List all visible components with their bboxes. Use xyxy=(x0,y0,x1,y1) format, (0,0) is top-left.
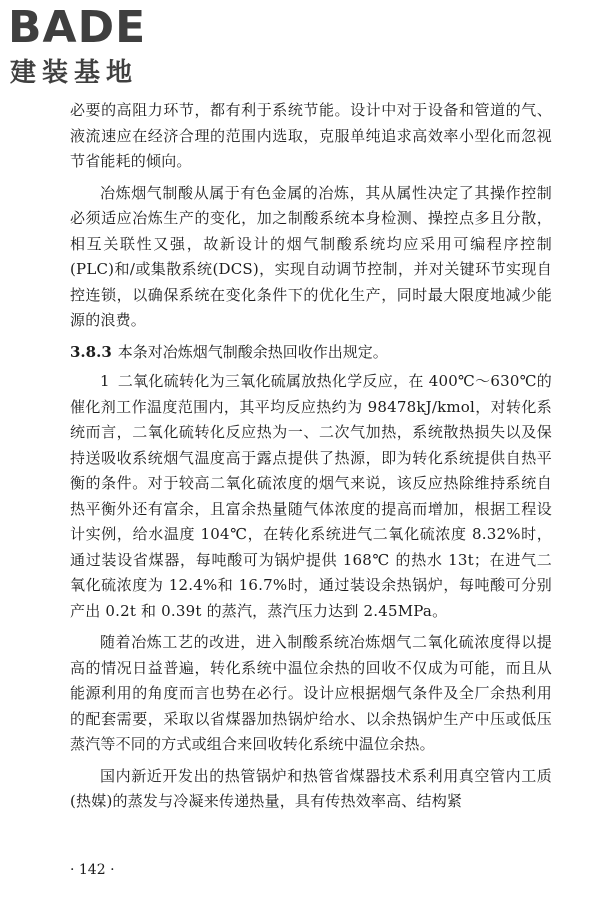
paragraph-continued: 必要的高阻力环节，都有利于系统节能。设计中对于设备和管道的气、液流速应在经济合理的范围内选取，克服单纯追求高效率小型化而忽视节省能耗的倾向。 xyxy=(70,101,552,170)
document-body xyxy=(70,98,552,821)
logo-brand: BADE xyxy=(8,2,147,53)
section-heading xyxy=(70,340,552,366)
paragraph-heat-recovery: 随着冶炼工艺的改进，进入制酸系统冶炼烟气二氧化硫浓度得以提高的情况日益普遍，转化系统中温位余热的回收不仅成为可能，而且从能源利用的角度而言也势在必行。设计应根据烟气条件及全厂余热利用的配套需要，采取以省煤器加热锅炉给水、以余热锅炉生产中压或低压蒸汽等不同的方式或组合来回收转化系统中温位余热。 xyxy=(70,633,552,753)
logo-subtitle: 建装基地 xyxy=(10,58,139,88)
bade-logo xyxy=(8,4,178,90)
item-number: 1 xyxy=(100,372,110,390)
paragraph-control: 冶炼烟气制酸从属于有色金属的冶炼，其从属性决定了其操作控制必须适应冶炼生产的变化，加之制酸系统本身检测、操控点多且分散，相互关联性又强，故新设计的烟气制酸系统均应采用可编程序控制(PLC)和/或集散系统(DCS)，实现自动调节控制，并对关键环节实现自控连锁，以确保系统在变化条件下的优化生产，同时最大限度地减少能源的浪费。 xyxy=(70,183,552,329)
item-1-text: 二氧化硫转化为三氧化硫属放热化学反应，在 400℃～630℃的催化剂工作温度范围内，其平均反应热约为 98478kJ/kmol，对转化系统而言，二氧化硫转化反应热为一、二次气加热，系统散热损失以及保持送吸收系统烟气温度高于露点提供了热源，即为转化系统提供自热平衡的条件。对于较高二氧化硫浓度的烟气来说，该反应热除维持系统自热平衡外还有富余，且富余热量随气体浓度的提高而增加，根据工程设计实例，给水温度 104℃，在转化系统进气二氧化硫浓度 8.32%时，通过装设省煤器，每吨酸可为锅炉提供 168℃ 的热水 13t；在进气二氧化硫浓度为 12.4%和 16.7%时，通过装设余热锅炉，每吨酸可分别产出 0.2t 和 0.39t 的蒸汽，蒸汽压力达到 2.45MPa。 xyxy=(70,372,552,620)
page-number: · 142 · xyxy=(70,862,115,878)
section-title: 本条对冶炼烟气制酸余热回收作出规定。 xyxy=(117,342,388,361)
logo-brand-text xyxy=(8,4,146,52)
section-number: 3.8.3 xyxy=(70,342,112,361)
paragraph-item-1 xyxy=(70,369,552,624)
paragraph-heat-pipe: 国内新近开发出的热管锅炉和热管省煤器技术系利用真空管内工质(热媒)的蒸发与冷凝来传递热量，具有传热效率高、结构紧 xyxy=(70,766,552,810)
